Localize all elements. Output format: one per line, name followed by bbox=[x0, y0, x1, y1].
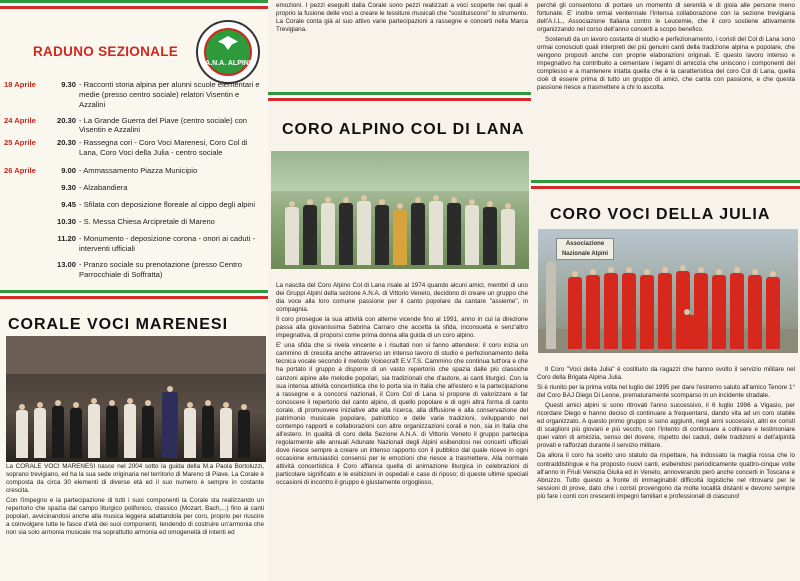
stripe-red bbox=[0, 6, 268, 9]
schedule-row bbox=[4, 217, 266, 227]
corale-paragraph: Con l'impegno e la partecipazione di tutti i suoi componenti la Corale sta realizzando un repertorio che spazia dal campo liturgico polifonico, classico (Mozart, Bach,...) fino ai canti popolari, avvicinandosi anche alla musica leggera adattandola per coro, proprio per riuscire a coinvolgere tutte le fasce d'età dei suoi componenti, tendendo di costruire un'armonia che non sia solo armonia musicale ma soprattutto armonia ed omogeneità di intenti ed bbox=[6, 497, 264, 537]
trees-background bbox=[271, 151, 529, 191]
schedule-text: - La Grande Guerra del Piave (centro sociale) con Visentin e Azzalini bbox=[79, 115, 247, 135]
col-di-lana-paragraph: Il coro prosegue la sua attività con alterne vicende fino al 1991, anno in cui la direzione passa alla giovanissima Sabrina Carraro che accetta la sfida, inconsueta e senz'altro impegnativa, di proporsi come prima donna alla guida di un coro alpino. bbox=[276, 316, 528, 340]
stripe-red bbox=[268, 98, 531, 101]
schedule-time: 9.30 bbox=[61, 183, 76, 193]
singer-figure bbox=[184, 408, 196, 458]
schedule-text: - Rassegna cori - Coro Voci Marenesi, Coro Col di Lana, Coro Voci della Julia - centro sociale bbox=[79, 138, 248, 158]
schedule-time: 20.30 bbox=[56, 115, 76, 125]
chorister-figure bbox=[303, 205, 317, 265]
chorister-figure bbox=[712, 275, 726, 349]
singer-figure bbox=[124, 404, 136, 458]
singer-figure bbox=[34, 408, 46, 458]
schedule-text: - Alzabandiera bbox=[79, 183, 128, 193]
col-di-lana-paragraph: Sostenuti da un lavoro costante di studio e perfezionamento, i coristi del Col di Lana sono ormai conosciuti quali interpreti dei più genuini canti della tradizione alpina e popolare, che vengono proposti anche con proprie elaborazioni originali. E questo lavoro intenso e impegnativo ha contribuito a cementare i legami di amicizia che uniscono i componenti del complesso e a mantenere intatta quella che è la caratteristica del coro Col di Lana, quella cioè di essere prima di tutto un gruppo di amici, che canta con passione, e che questa passione riesce a trasmettere a chi lo ascolta. bbox=[537, 36, 795, 92]
corale-photo bbox=[6, 336, 266, 462]
singer-figure bbox=[238, 410, 250, 458]
schedule-row bbox=[4, 200, 266, 210]
chorister-figure bbox=[411, 203, 425, 265]
corale-title: CORALE VOCI MARENESI bbox=[8, 316, 229, 333]
singer-figure bbox=[70, 408, 82, 458]
singer-figure bbox=[52, 406, 64, 458]
singer-figure bbox=[16, 410, 28, 458]
raduno-title: RADUNO SEZIONALE bbox=[33, 44, 179, 59]
schedule-date: 18 Aprile bbox=[4, 80, 36, 89]
chorister-figure bbox=[285, 207, 299, 265]
chorister-figure bbox=[766, 277, 780, 349]
stripe-red bbox=[0, 296, 268, 299]
chorister-figure bbox=[568, 277, 582, 349]
chorister-figure bbox=[694, 273, 708, 349]
singer-figure bbox=[142, 406, 154, 458]
schedule-time: 9.45 bbox=[61, 199, 76, 209]
schedule-text: - Racconti storia alpina per alunni scuole elementari e medie (presso centro sociale) relatori Visentin e Azzalini bbox=[79, 80, 260, 109]
schedule-text: - Monumento - deposizione corona - onori ai caduti - interventi ufficiali bbox=[79, 233, 256, 253]
schedule-time: 11.20 bbox=[57, 233, 76, 243]
chorister-figure bbox=[429, 201, 443, 265]
chorister-figure bbox=[483, 207, 497, 265]
monument-statue bbox=[546, 261, 556, 349]
schedule-time: 20.30 bbox=[56, 138, 76, 148]
corale-body bbox=[6, 463, 264, 537]
col-di-lana-paragraph: La nascita del Coro Alpino Col di Lana risale al 1974 quando alcuni amici, membri di uno dei Gruppi Alpini della sezione A.N.A. di Vittorio Veneto, decidono di creare un gruppo che dia voce alla loro comune passione per il canto popolare da cantare "assieme", in compagnia. bbox=[276, 282, 528, 314]
col-di-lana-title: CORO ALPINO COL DI LANA bbox=[282, 121, 525, 138]
director-figure bbox=[393, 209, 407, 265]
col-di-lana-continuation bbox=[537, 2, 795, 93]
schedule bbox=[4, 74, 266, 300]
stripe-red bbox=[531, 186, 800, 189]
singer-figure bbox=[220, 408, 232, 458]
schedule-time: 10.30 bbox=[56, 216, 76, 226]
logo-text: A.N.A. ALPINI bbox=[205, 60, 251, 67]
association-sign: Associazione Nazionale Alpini bbox=[556, 238, 614, 260]
singer-figure bbox=[88, 404, 100, 458]
schedule-date: 24 Aprile bbox=[4, 115, 36, 125]
chorister-figure bbox=[622, 273, 636, 349]
chorister-figure bbox=[447, 203, 461, 265]
schedule-row bbox=[4, 166, 266, 176]
chorister-figure bbox=[339, 203, 353, 265]
chorister-figure bbox=[730, 273, 744, 349]
col-di-lana-paragraph: perché gli consentono di portare un momento di serenità e di gioia alle persone meno fortunate. E' inoltre ormai ventennale l'intensa collaborazione con la sezione trevigiana dell'A.I.L., Associazione Italiana contro le Leucemie, che il coro sostiene attivamente organizzando nel corso dell'anno concerti a scopo benefico. bbox=[537, 2, 795, 34]
schedule-time: 13.00 bbox=[56, 260, 76, 270]
chorister-figure bbox=[604, 273, 618, 349]
corale-continuation: emozioni. I pezzi eseguiti dalla Corale sono pezzi realizzati a voci scoperte nei quali è proprio la fusione delle voci a creare le tessiture musicali che "sostituiscono" lo strumento. La Corale conta già al suo attivo varie partecipazioni a rassegne e concerti nella Marca Trevigiana. bbox=[276, 2, 528, 34]
julia-paragraph: Il Coro "Voci della Julia" è costituito da ragazzi che hanno svolto il servizio militare nel Coro della Brigata Alpina Julia. bbox=[537, 366, 795, 382]
schedule-text: - Ammassamento Piazza Municipio bbox=[79, 166, 198, 176]
kneeling-chorister-figure bbox=[678, 315, 696, 349]
logo-ring-icon bbox=[204, 28, 252, 76]
schedule-row bbox=[4, 116, 266, 136]
schedule-text: - Pranzo sociale su prenotazione (presso Centro Parrocchiale di Soffratta) bbox=[79, 260, 242, 280]
schedule-row bbox=[4, 80, 266, 110]
chorister-figure bbox=[357, 201, 371, 265]
schedule-row bbox=[4, 183, 266, 193]
schedule-date: 26 Aprile bbox=[4, 166, 36, 176]
chorister-figure bbox=[501, 209, 515, 265]
schedule-time: 9.30 bbox=[61, 80, 76, 89]
schedule-text: - Sfilata con deposizione floreale al cippo degli alpini bbox=[79, 199, 256, 209]
col-di-lana-photo bbox=[271, 151, 529, 269]
schedule-row bbox=[4, 138, 266, 158]
chorister-figure bbox=[375, 205, 389, 265]
chorister-figure bbox=[748, 275, 762, 349]
stage-backdrop bbox=[6, 336, 266, 374]
chorister-figure bbox=[586, 275, 600, 349]
julia-body bbox=[537, 366, 795, 501]
julia-paragraph: Questi amici alpini si sono ritrovati l'anno successivo, il 6 luglio 1996 a Vigasio, per ricordare Diego e hanno deciso di continuare a frequentarsi, dando vita ad un coro stabile ed organizzato. A questo primo gruppo si sono aggiunti, negli anni successivi, altri ex coristi di scaglioni più giovani e più vecchi, con l'intento di continuare a coltivare e testimoniare quei valori di amicizia, senso del dovere, rispetto dei caduti, delle tradizioni e dell'alpinità provati e rafforzati durante il servizio militare. bbox=[537, 402, 795, 450]
singer-figure bbox=[106, 406, 118, 458]
schedule-date: 25 Aprile bbox=[4, 138, 36, 148]
schedule-text: - S. Messa Chiesa Arcipretale di Mareno bbox=[79, 216, 215, 226]
schedule-row bbox=[4, 234, 266, 254]
col-di-lana-paragraph: E' una sfida che si rivela vincente e i risultati non si fanno attendere: il coro inizia un cammino di crescita anche attraverso un intenso lavoro di studio e perfezionamento della tecnica vocale secondo il metodo Voicecraft E.V.T.S. Cammino che continua tutt'ora e che ha portato il gruppo a disporre di un vasto repertorio che spazia dalle più classiche canzoni alpine alle melodie popolari, sia tradizionali che d'autore, ai canti liturgici. Con la sua intensa attività concertistica che lo porta sia in Italia che all'estero e la partecipazione a rassegne e a concorsi nazionali, il Coro Col di Lana si propone di valorizzare e far conoscere il repertorio del canto alpino, di quello popolare e di ogni altra forma di canto corale, di promuovere iniziative atte alla ricerca, alla diffusione e alla conservazione del patrimonio musicale popolare, patriottico e delle varie tradizioni, sviluppando nel contempo rapporti e collaborazioni con altre organizzazioni corali e non, sia in Italia che all'estero. In qualità di coro della Sezione A.N.A. di Vittorio Veneto il gruppo partecipa regolarmente alle annuali Adunate Nazionali degli Alpini esibendosi nei concerti ufficiali dove riesce sempre a creare un intenso rapporto con il pubblico dal quale riceve in ogni occasione entusiastici consensi per le emozioni che riesce a trasmettere. Alla normale attività concertistica il Coro affianca quella di animazione liturgica in celebrazioni di particolare significato e le esibizioni in ospedali e case di riposo; di queste ultime speciali occasioni di incontro il gruppo è giustamente orgoglioso, bbox=[276, 342, 528, 487]
schedule-time: 9.00 bbox=[61, 166, 76, 176]
conductor-figure bbox=[162, 392, 178, 458]
chorister-figure bbox=[465, 205, 479, 265]
singer-figure bbox=[202, 406, 214, 458]
col-di-lana-body bbox=[276, 282, 528, 487]
corale-paragraph: La CORALE VOCI MARENESI nasce nel 2004 sotto la guida della M.a Paola Bortoluzzi, soprano trevigiano, ed ha la sua sede originaria nel territorio di Mareno di Piave. La Corale è composta da circa 30 elementi di diverse età ed il suo numero è sempre in costante crescita. bbox=[6, 463, 264, 495]
chorister-figure bbox=[658, 273, 672, 349]
chorister-figure bbox=[640, 275, 654, 349]
julia-paragraph: Da allora il coro ha scelto uno statuto da rispettare, ha indossato la maglia rossa che lo contraddistingue e ha proposto nuovi canti, esibendosi periodicamente quattro-cinque volte all'anno in Friuli Venezia Giulia ed in Veneto, annoverando però anche concerti in Toscana e Abruzzo. Tutto questo a fronte di immaginabili difficoltà logistiche nel ritrovarsi per le sessioni di prove, dato che i coristi provengono da molte località distanti e devono sempre più fare i conti con crescenti impegni familiari e professionali di ciascuno! bbox=[537, 452, 795, 500]
julia-title: CORO VOCI DELLA JULIA bbox=[550, 206, 771, 223]
schedule-row bbox=[4, 260, 266, 280]
chorister-figure bbox=[321, 203, 335, 265]
julia-paragraph: Si è riunito per la prima volta nel luglio del 1995 per dare l'estremo saluto all'amico Tenore 1° del Coro BAJ Diego Di Leone, prematuramente scomparso in un incidente stradale. bbox=[537, 384, 795, 400]
